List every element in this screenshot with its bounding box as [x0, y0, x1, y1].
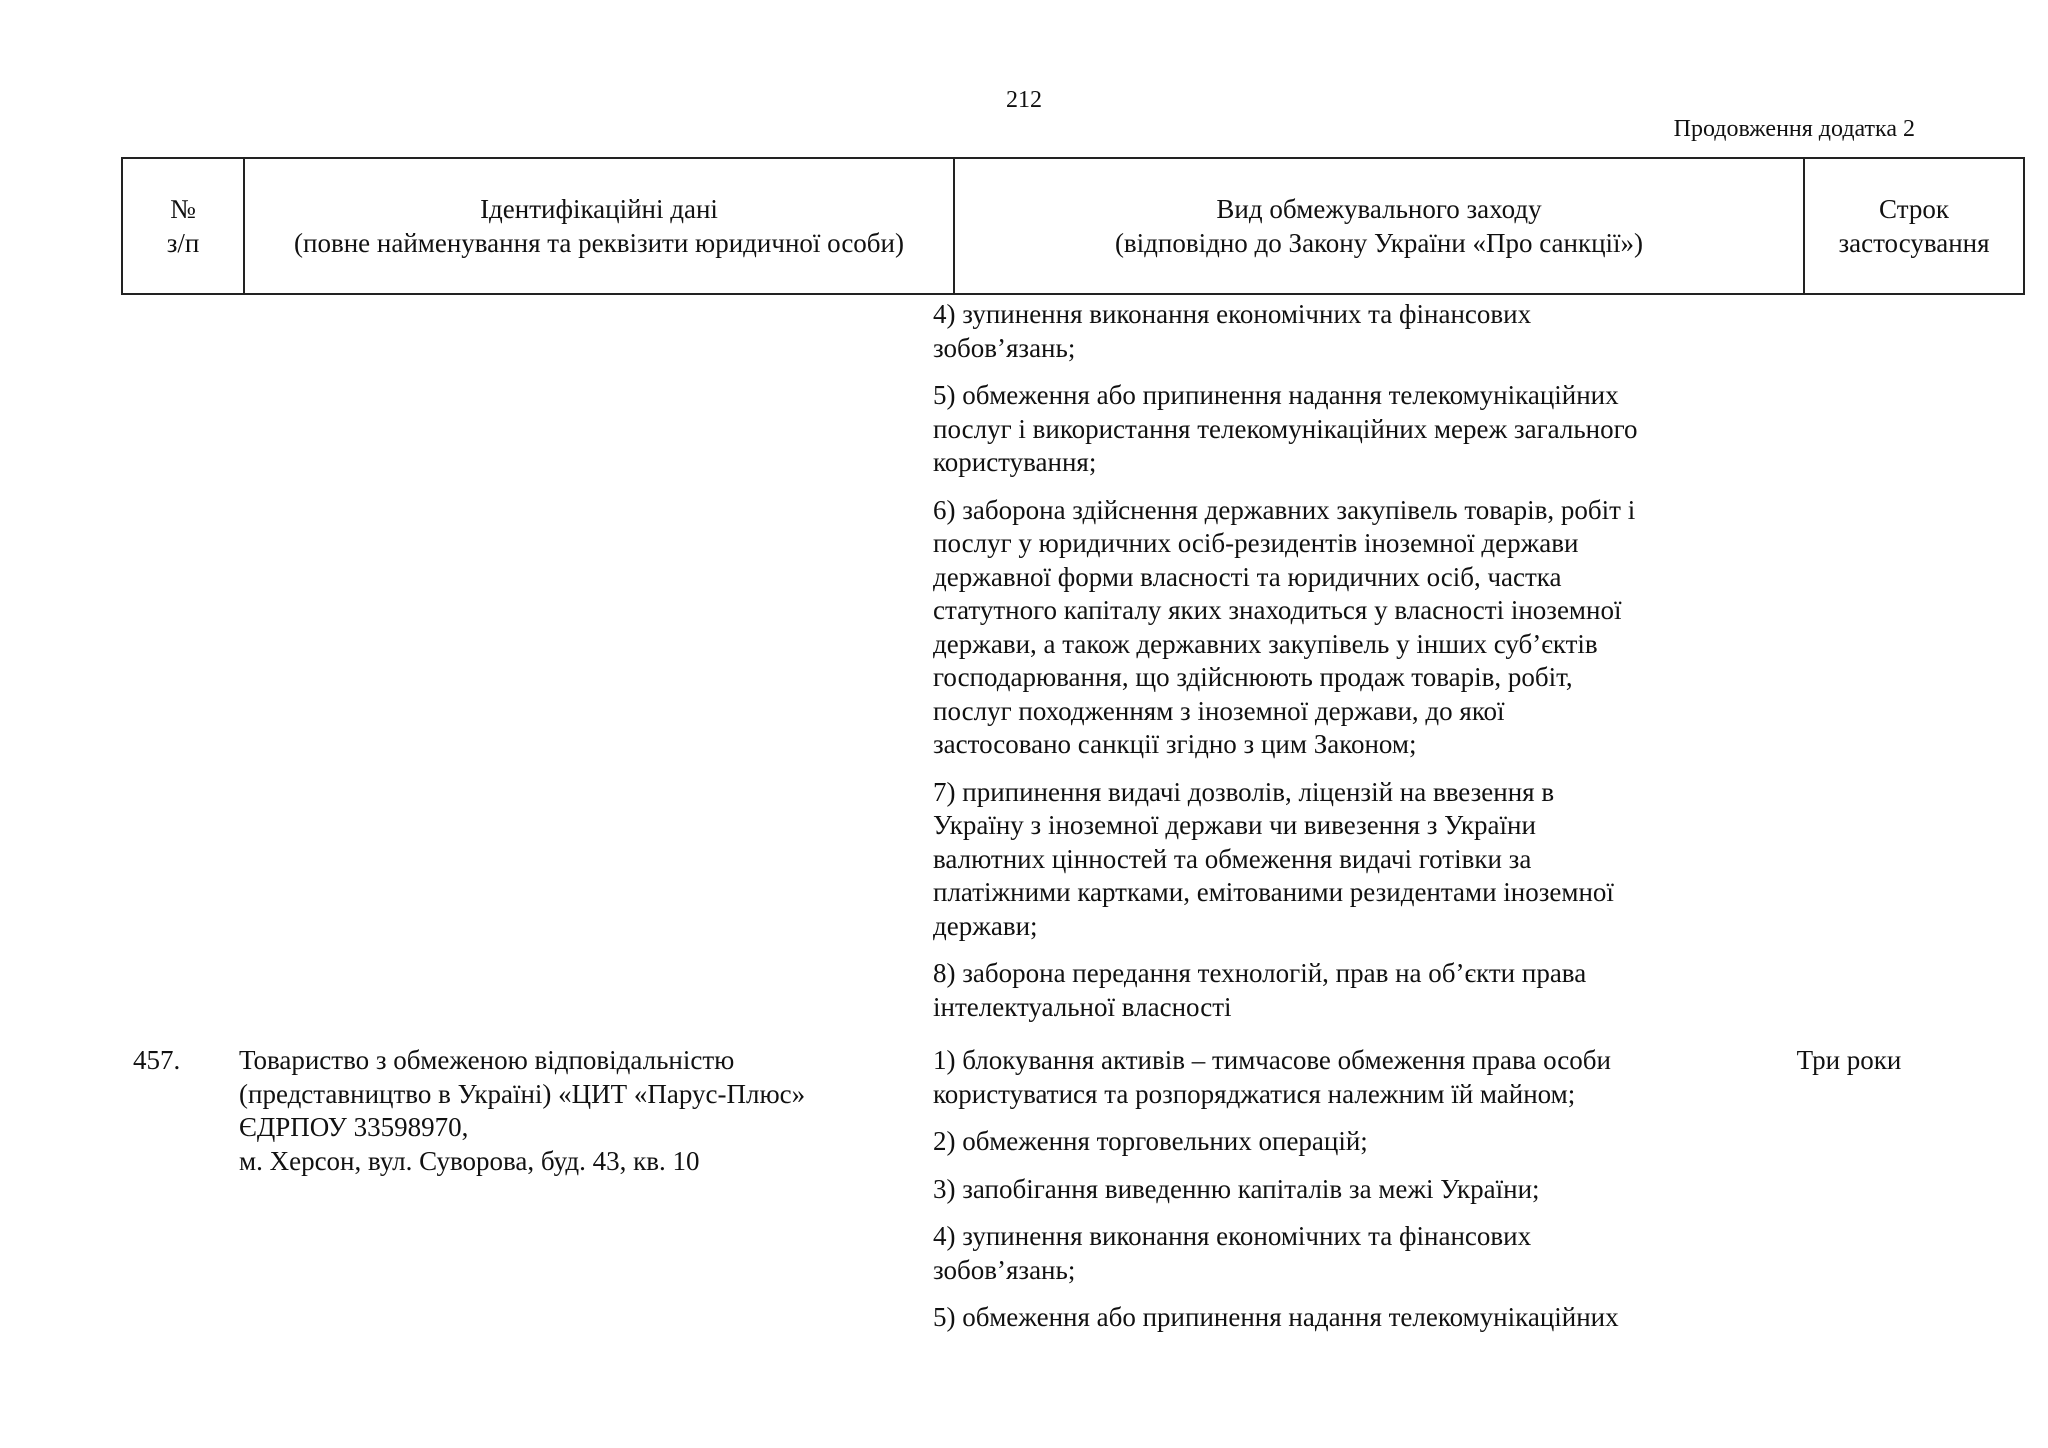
measure-line: 4) зупинення виконання економічних та фінансових: [933, 1221, 1532, 1251]
header-number-symbol: №: [170, 194, 196, 224]
entry-company-code: ЄДРПОУ 33598970,: [239, 1112, 469, 1142]
header-number-abbr: з/п: [166, 228, 200, 258]
header-measure-column: [954, 158, 1804, 294]
header-identification-subtitle: (повне найменування та реквізити юридичної особи): [294, 228, 904, 258]
header-number-column: [122, 158, 244, 294]
measure-line: послуг і використання телекомунікаційних мереж загального: [933, 413, 1638, 444]
measure-item: [933, 1173, 1733, 1207]
entry-identification: [239, 1044, 919, 1178]
measure-line: застосовано санкції згідно з цим Законом;: [933, 729, 1417, 759]
entry-term: Три роки: [1796, 1045, 1902, 1075]
measure-line: 5) обмеження або припинення надання телекомунікаційних: [933, 380, 1619, 410]
entry-measures-list: [933, 1044, 1733, 1349]
measure-line: статутного капіталу яких знаходиться у власності іноземної: [933, 595, 1622, 625]
measure-line: користування;: [933, 447, 1097, 477]
measure-line: зобов’язань;: [933, 1254, 1076, 1285]
measure-line: користуватися та розпоряджатися належним їй майном;: [933, 1078, 1576, 1109]
measure-line: зобов’язань;: [933, 332, 1076, 363]
measure-line: валютних цінностей та обмеження видачі готівки за: [933, 843, 1532, 874]
header-measure-subtitle: (відповідно до Закону України «Про санкції»): [1114, 228, 1644, 258]
measure-item: [933, 776, 1733, 944]
measure-line: 1) блокування активів – тимчасове обмеження права особи: [933, 1045, 1611, 1075]
measure-line: платіжними картками, емітованими резидентами іноземної: [933, 877, 1614, 907]
measure-line: Україну з іноземної держави чи вивезення з України: [933, 810, 1536, 840]
header-measure-title: Вид обмежувального заходу: [1216, 194, 1542, 224]
sanctions-table-header: [121, 157, 2025, 295]
header-term-column: [1804, 158, 2024, 294]
measure-item: [933, 1220, 1733, 1287]
measure-line: 2) обмеження торговельних операцій;: [933, 1126, 1368, 1156]
measure-line: 3) запобігання виведенню капіталів за межі України;: [933, 1173, 1540, 1204]
measure-line: послуг походженням з іноземної держави, до якої: [933, 695, 1505, 726]
header-term-title: Строк: [1879, 194, 1949, 224]
measure-line: інтелектуальної власності: [933, 991, 1232, 1022]
appendix-continuation-label: Продовження додатка 2: [1673, 116, 1915, 142]
measure-item: [933, 1301, 1733, 1335]
entry-company-address: м. Херсон, вул. Суворова, буд. 43, кв. 10: [239, 1145, 700, 1176]
measure-item: [933, 298, 1733, 365]
measure-line: послуг у юридичних осіб-резидентів іноземної держави: [933, 528, 1579, 558]
measure-line: 5) обмеження або припинення надання телекомунікаційних: [933, 1302, 1619, 1332]
header-term-subtitle: застосування: [1838, 228, 1990, 258]
entry-company-name: Товариство з обмеженою відповідальністю: [239, 1045, 735, 1075]
measure-line: 8) заборона передання технологій, прав на об’єкти права: [933, 958, 1587, 988]
measure-line: 4) зупинення виконання економічних та фінансових: [933, 299, 1532, 329]
measure-line: господарювання, що здійснюють продаж товарів, робіт,: [933, 662, 1573, 692]
measure-item: [933, 379, 1733, 480]
measure-item: [933, 957, 1733, 1024]
measure-item: [933, 1125, 1733, 1159]
measure-line: 6) заборона здійснення державних закупівель товарів, робіт і: [933, 494, 1636, 525]
measure-line: державної форми власності та юридичних осіб, частка: [933, 561, 1562, 592]
continued-measures-list: [933, 298, 1733, 1038]
measure-line: держави, а також державних закупівель у інших суб’єктів: [933, 628, 1598, 659]
measure-line: держави;: [933, 910, 1038, 941]
entry-company-representation: (представництво в Україні) «ЦИТ «Парус-Плюс»: [239, 1078, 806, 1109]
measure-item: [933, 1044, 1733, 1111]
page-number: 212: [1006, 87, 1042, 113]
measure-line: 7) припинення видачі дозволів, ліцензій на ввезення в: [933, 776, 1555, 807]
entry-number: 457.: [133, 1045, 181, 1075]
header-identification-title: Ідентифікаційні дані: [480, 194, 718, 224]
measure-item: [933, 494, 1733, 762]
header-identification-column: [244, 158, 954, 294]
